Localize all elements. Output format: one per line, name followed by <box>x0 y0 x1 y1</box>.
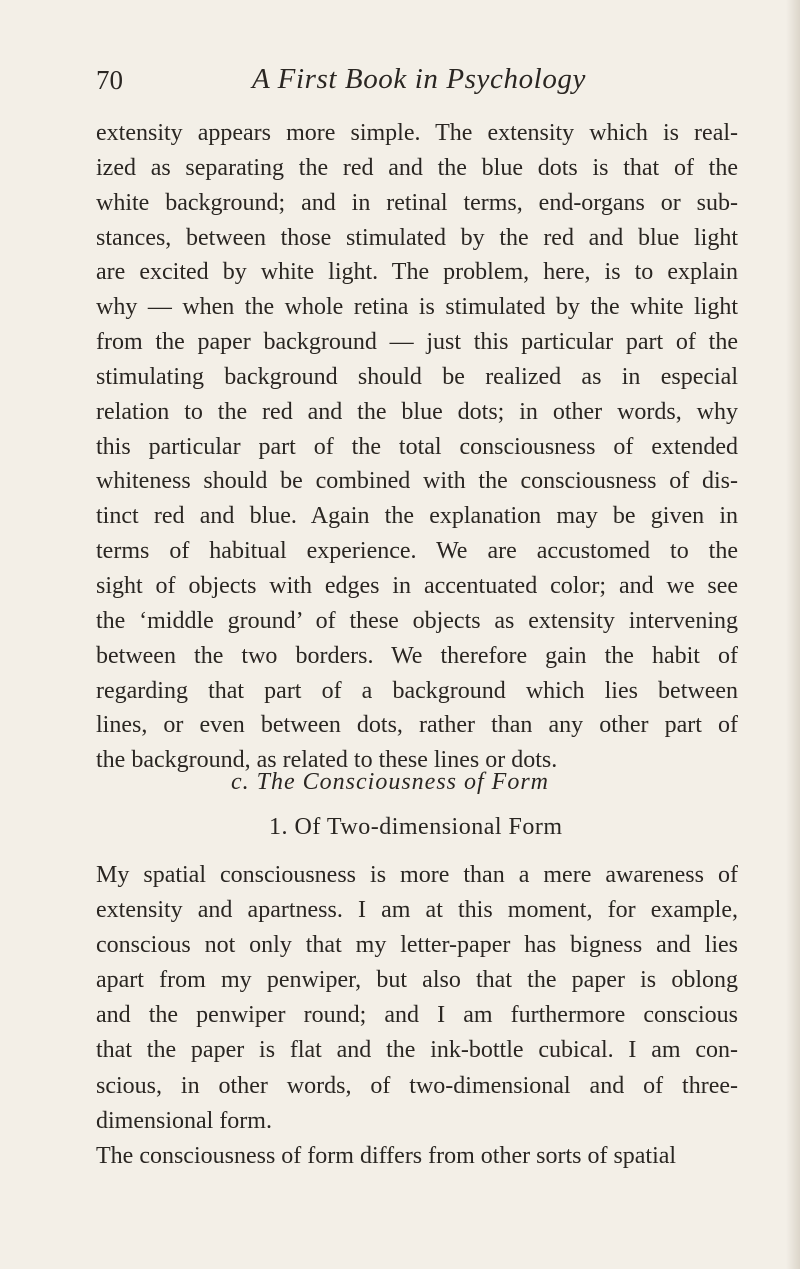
text-line: the background, as related to these lines or dots. <box>96 747 558 774</box>
text-line: conscious not only that my letter-paper has bigness and lies <box>96 932 738 959</box>
text-line: regarding that part of a background which lies between <box>96 677 738 704</box>
text-line: apart from my penwiper, but also that the paper is oblong <box>96 967 738 994</box>
text-line: this particular part of the total consciousness of extended <box>96 433 738 460</box>
paragraph-1 <box>96 116 738 778</box>
text-line: that the paper is flat and the ink-bottle cubical. I am con- <box>96 1037 738 1064</box>
text-line: scious, in other words, of two-dimensional and of three- <box>96 1072 738 1099</box>
text-line: extensity appears more simple. The extensity which is real- <box>96 120 738 146</box>
text-line: relation to the red and the blue dots; in other words, why <box>96 398 738 425</box>
text-line: lines, or even between dots, rather than any other part of <box>96 712 738 739</box>
text-line: why — when the whole retina is stimulated by the white light <box>96 294 738 321</box>
page-edge-shadow <box>786 0 800 1269</box>
page-number: 70 <box>96 65 123 95</box>
text-line: The consciousness of form differs from other sorts of spatial <box>96 1142 677 1169</box>
text-line: terms of habitual experience. We are accustomed to the <box>96 538 738 565</box>
paragraph-2 <box>96 858 738 1174</box>
text-line: stimulating background should be realized as in especial <box>96 363 738 390</box>
text-line: white background; and in retinal terms, end-organs or sub- <box>96 189 738 216</box>
subsection-heading: 1. Of Two-dimensional Form <box>269 814 563 840</box>
text-line: sight of objects with edges in accentuated color; and we see <box>96 572 738 599</box>
text-line: whiteness should be combined with the consciousness of dis- <box>96 468 738 495</box>
text-line: and the penwiper round; and I am furthermore conscious <box>96 1002 738 1029</box>
text-line: My spatial consciousness is more than a mere awareness of <box>96 862 738 888</box>
text-line: tinct red and blue. Again the explanation may be given in <box>96 503 738 530</box>
text-line: from the paper background — just this particular part of the <box>96 329 738 356</box>
text-line: are excited by white light. The problem, here, is to explain <box>96 259 738 286</box>
text-line: ized as separating the red and the blue dots is that of the <box>96 154 738 181</box>
book-title: A First Book in Psychology <box>252 63 587 95</box>
text-line: stances, between those stimulated by the red and blue light <box>96 224 738 251</box>
text-line: extensity and apartness. I am at this moment, for example, <box>96 897 738 924</box>
running-head <box>96 60 738 100</box>
text-line: between the two borders. We therefore gain the habit of <box>96 642 738 669</box>
text-line: dimensional form. <box>96 1107 272 1134</box>
section-heading: c. The Consciousness of Form <box>231 769 549 795</box>
text-line: the ‘middle ground’ of these objects as extensity intervening <box>96 607 738 634</box>
